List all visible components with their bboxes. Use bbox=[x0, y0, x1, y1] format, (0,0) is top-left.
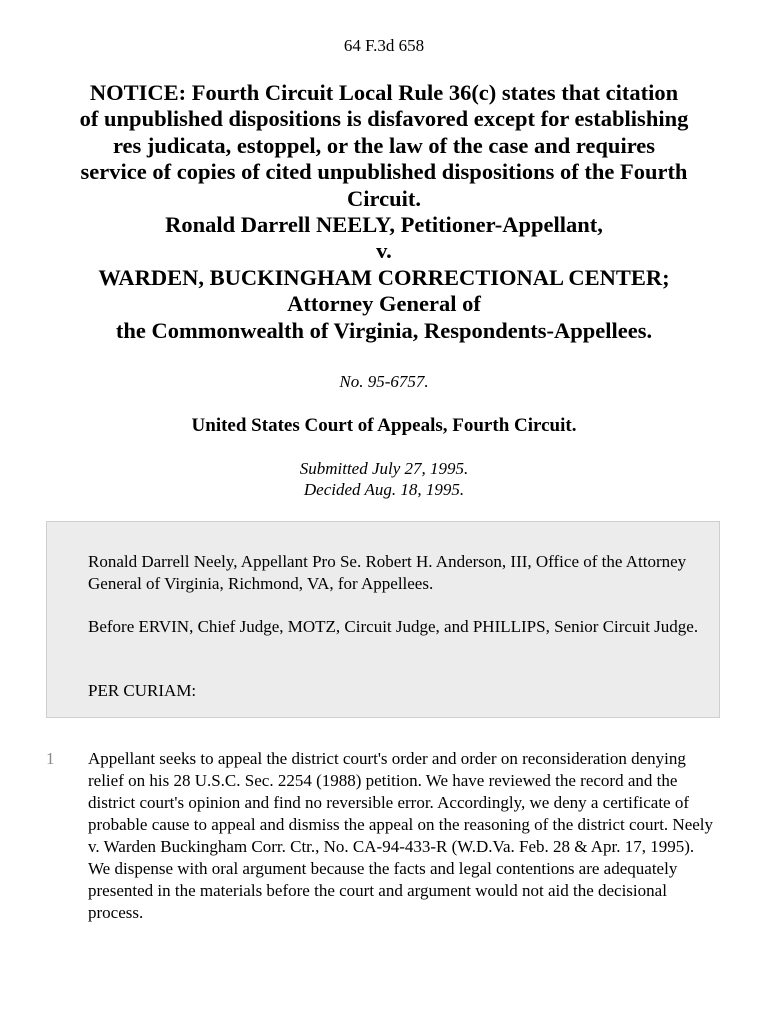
notice-line-2: of unpublished dispositions is disfavored except for establishing bbox=[79, 106, 689, 132]
petitioner-line: Ronald Darrell NEELY, Petitioner-Appellant, bbox=[165, 212, 603, 238]
case-heading bbox=[40, 80, 728, 344]
citation: 64 F.3d 658 bbox=[343, 36, 425, 55]
per-curiam-label: PER CURIAM: bbox=[88, 681, 197, 700]
opinion-paragraph: Appellant seeks to appeal the district court's order and order on reconsideration denying relief on his 28 U.S.C. Sec. 2254 (1988) petition. We have reviewed the record and the district court's opinion and find no reversible error. Accordingly, we deny a certificate of probable cause to appeal and dismiss the appeal on the reasoning of the district court. Neely v. Warden Buckingham Corr. Ctr., No. CA-94-433-R (W.D.Va. Feb. 28 & Apr. 17, 1995). We dispense with oral argument because the facts and legal contentions are adequately presented in the materials before the court and argument would not aid the decisional process. bbox=[88, 749, 714, 922]
decided-date: Decided Aug. 18, 1995. bbox=[303, 480, 465, 499]
respondent-line-2: Attorney General of bbox=[287, 291, 481, 317]
notice-line-4: service of copies of cited unpublished dispositions of the Fourth bbox=[80, 159, 688, 185]
decision-dates bbox=[0, 458, 768, 500]
counsel-panel-box bbox=[46, 521, 720, 718]
counsel-paragraph: Ronald Darrell Neely, Appellant Pro Se. Robert H. Anderson, III, Office of the Attorney General of Virginia, Richmond, VA, for Appellees. bbox=[88, 552, 687, 593]
respondent-line-1: WARDEN, BUCKINGHAM CORRECTIONAL CENTER; bbox=[98, 264, 670, 290]
submitted-date: Submitted July 27, 1995. bbox=[299, 459, 469, 478]
docket-number: No. 95-6757. bbox=[339, 372, 429, 391]
notice-line-5: Circuit. bbox=[347, 185, 421, 211]
notice-line-1: NOTICE: Fourth Circuit Local Rule 36(c) states that citation bbox=[89, 80, 679, 105]
versus-line: v. bbox=[376, 238, 392, 264]
paragraph-number: 1 bbox=[46, 749, 55, 768]
respondent-line-3: the Commonwealth of Virginia, Respondents-Appellees. bbox=[115, 317, 653, 343]
court-name: United States Court of Appeals, Fourth Circuit. bbox=[191, 415, 577, 436]
notice-line-3: res judicata, estoppel, or the law of the case and requires bbox=[112, 132, 656, 158]
panel-paragraph: Before ERVIN, Chief Judge, MOTZ, Circuit Judge, and PHILLIPS, Senior Circuit Judge. bbox=[88, 617, 699, 636]
